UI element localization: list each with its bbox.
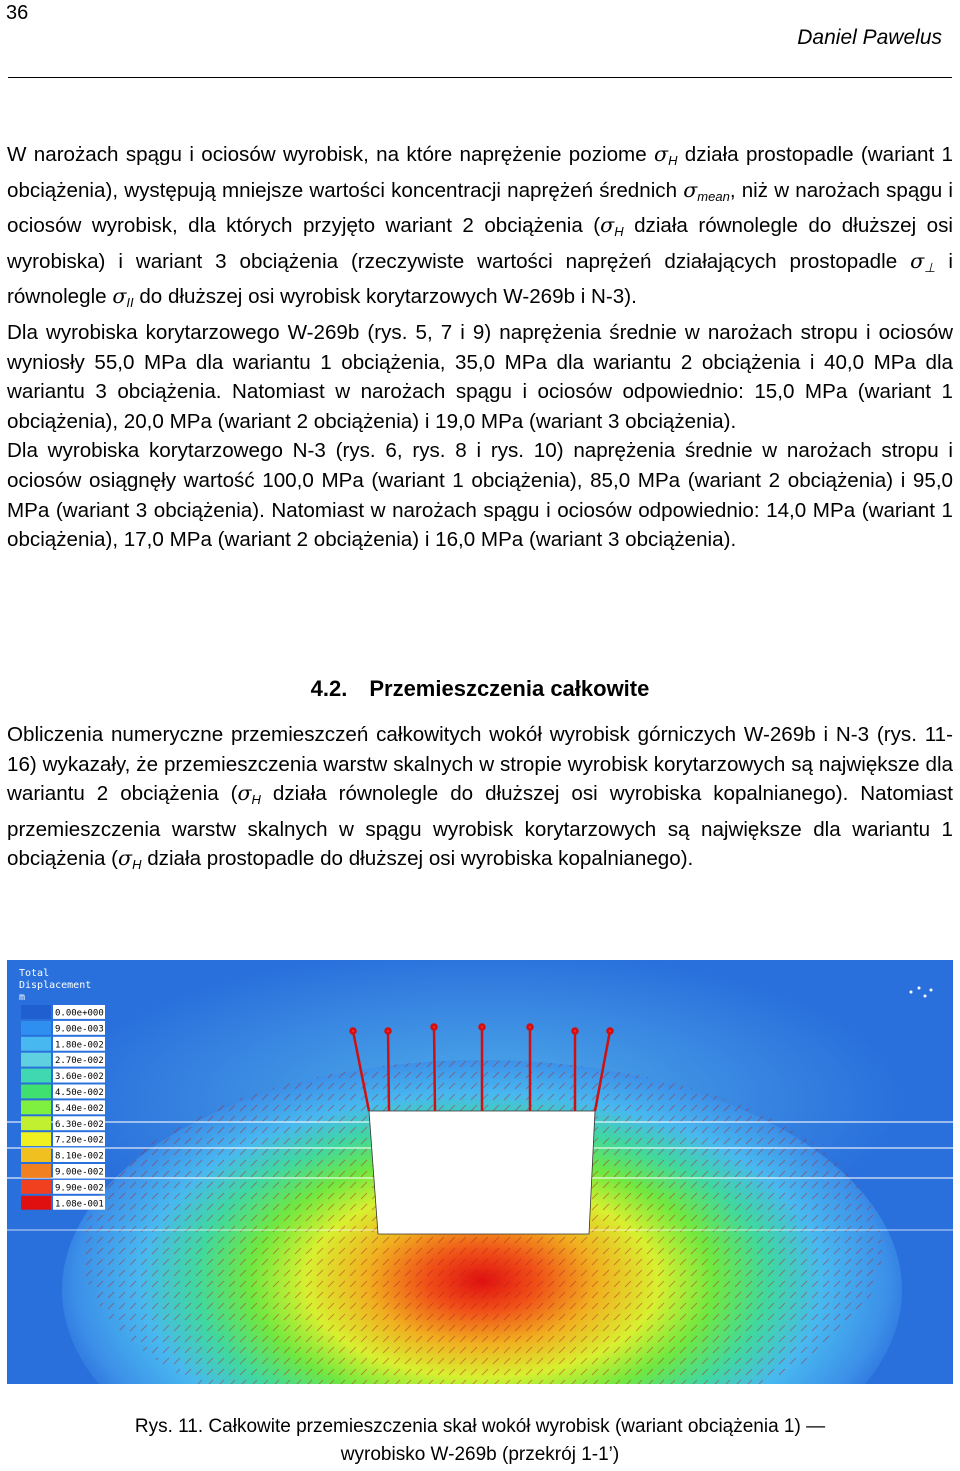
legend-value: 1.08e-001 — [55, 1199, 104, 1210]
legend-swatch — [21, 1100, 51, 1114]
header-rule — [8, 77, 952, 78]
legend-swatch — [21, 1021, 51, 1035]
paragraph-3: Dla wyrobiska korytarzowego N-3 (rys. 6, rys. 8 i rys. 10) naprężenia średnie w narożach stropu i ociosów osiągnęły wartość 100,0 MPa (wariant 1 obciążenia), 85,0 MPa (wariant 2 obciążenia) i 95,0 MPa (wariant 3 obciążenia). Natomiast w narożach spągu i ociosów odpowiednio: 14,0 MPa (wariant 1 obciążenia), 17,0 MPa (wariant 2 obciążenia) i 16,0 MPa (wariant 3 obciążenia). — [7, 439, 953, 552]
legend-swatch — [21, 1069, 51, 1083]
legend-value: 1.80e-002 — [55, 1040, 104, 1051]
section-body-text — [7, 720, 953, 880]
section-paragraph: Obliczenia numeryczne przemieszczeń całkowitych wokół wyrobisk górniczych W-269b i N-3 (rys. 11-16) wykazały, że przemieszczenia warstw skalnych w stropie wyrobisk korytarzowych są największe dla wariantu 2 obciążenia ($\sigma_H$ działa równolegle do dłuższej osi wyrobiska kopalnianego). Natomiast przemieszczenia warstw skalnych w spągu wyrobisk korytarzowych są największe dla wariantu 1 obciążenia ($\sigma_H$ działa prostopadle do dłuższej osi wyrobiska kopalnianego). — [7, 723, 953, 873]
displacement-figure — [7, 960, 953, 1384]
legend-value: 4.50e-002 — [55, 1088, 104, 1098]
legend-swatch — [21, 1005, 51, 1019]
displacement-contour-plot — [7, 960, 953, 1384]
legend-swatch — [21, 1132, 51, 1146]
sigma-symbol: σ — [910, 248, 925, 273]
caption-line: Rys. 11. Całkowite przemieszczenia skał wokół wyrobisk (wariant obciążenia 1) — — [134, 1416, 826, 1437]
sigma-symbol: σ — [600, 213, 615, 238]
legend-title-line: m — [19, 992, 26, 1003]
legend-value: 9.00e-002 — [55, 1167, 104, 1178]
figure-caption — [0, 1413, 960, 1469]
section-heading — [0, 676, 960, 702]
legend-swatch — [21, 1180, 51, 1194]
legend-value: 0.00e+000 — [55, 1008, 104, 1019]
legend-title-line: Total — [19, 968, 50, 979]
running-head-author: Daniel Pawelus — [797, 26, 942, 49]
legend-swatch — [21, 1148, 51, 1162]
section-number: 4.2. — [310, 676, 348, 701]
legend-title-line: Displacement — [19, 980, 92, 991]
legend-swatch — [21, 1037, 51, 1051]
legend-value: 3.60e-002 — [55, 1072, 104, 1083]
sigma-symbol: σ — [654, 142, 669, 166]
legend-value: 5.40e-002 — [55, 1103, 104, 1114]
page-number: 36 — [6, 2, 29, 24]
legend-value: 9.00e-003 — [55, 1024, 104, 1035]
legend-swatch — [21, 1196, 51, 1210]
sigma-symbol: σ — [683, 177, 698, 202]
legend-value: 2.70e-002 — [55, 1056, 104, 1067]
legend-value: 8.10e-002 — [55, 1151, 104, 1162]
legend-swatch — [21, 1116, 51, 1130]
legend-value: 7.20e-002 — [55, 1135, 104, 1146]
sigma-symbol: σ — [112, 284, 127, 309]
body-text — [7, 140, 953, 555]
excavation-opening — [369, 1111, 595, 1234]
legend-value: 9.90e-002 — [55, 1183, 104, 1194]
section-title: Przemieszczenia całkowite — [369, 676, 650, 701]
caption-line: wyrobisko W-269b (przekrój 1-1’) — [340, 1444, 620, 1465]
legend-value: 6.30e-002 — [55, 1119, 104, 1130]
legend-swatch — [21, 1164, 51, 1178]
legend-swatch — [21, 1053, 51, 1067]
legend-swatch — [21, 1085, 51, 1099]
sigma-symbol: σ — [237, 781, 252, 806]
paragraph-1: W narożach spągu i ociosów wyrobisk, na które naprężenie poziome $\sigma_H$ działa prostopadle (wariant 1 obciążenia), występują mniejsze wartości koncentracji naprężeń średnich $\sigma_{mean}$, niż w narożach spągu i ociosów wyrobisk, dla których przyjęto wariant 2 obciążenia ($\sigma_H$ działa równolegle do dłuższej osi wyrobiska) i wariant 3 obciążenia (rzeczywiste wartości naprężeń działających prostopadle $\sigma_\perp$ i równolegle $\sigma_{II}$ do dłuższej osi wyrobisk korytarzowych W-269b i N-3). — [7, 142, 953, 311]
sigma-symbol: σ — [118, 846, 133, 871]
paragraph-2: Dla wyrobiska korytarzowego W-269b (rys. 5, 7 i 9) naprężenia średnie w narożach stropu i ociosów wyniosły 55,0 MPa dla wariantu 1 obciążenia, 35,0 MPa dla wariantu 2 obciążenia i 40,0 MPa dla wariantu 3 obciążenia. Natomiast w narożach spągu i ociosów odpowiednio: 15,0 MPa (wariant 1 obciążenia), 20,0 MPa (wariant 2 obciążenia) i 19,0 MPa (wariant 3 obciążenia). — [7, 320, 953, 433]
